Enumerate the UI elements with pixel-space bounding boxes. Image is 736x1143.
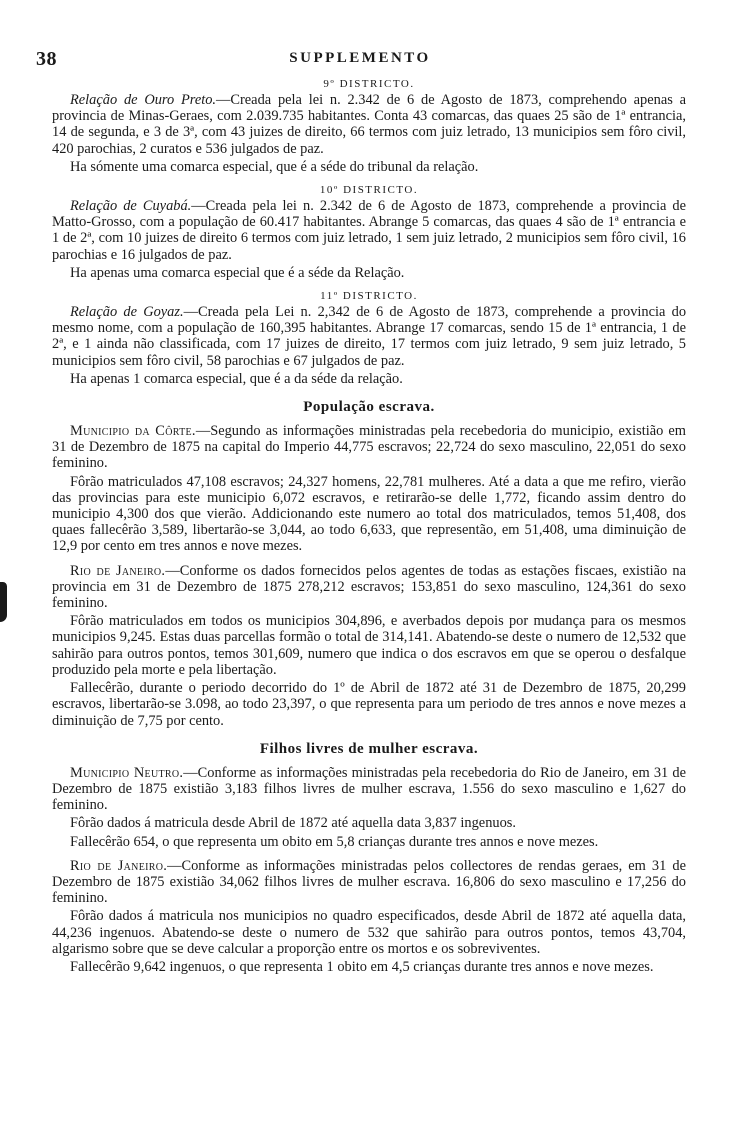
district-11-lead: Relação de Goyaz. bbox=[70, 304, 184, 321]
slaves-paragraph-2: Fôrão matriculados 47,108 escravos; 24,327 homens, 22,781 mulheres. Até a data a que me refiro, vierão das provincias para este municipio 6,072 escravos, e retirarão-se delle 1,772, ficando assim dentro do municipio 4,300 dos que vierão. Addicionando este numero ao total dos matriculados, temos 51,408, dos quaes fallecêrão 3,589, libertarão-se 3,044, ao todo 6,633, que representão, em 51,408, uma diminuição de 12,9 por cento em tres annos e nove mezes. bbox=[52, 473, 686, 555]
ink-smudge bbox=[0, 582, 7, 622]
children-paragraph-1-text: —Conforme as informações ministradas pela recebedoria do Rio de Janeiro, em 31 de Dezembro de 1875 existião 3,183 filhos livres de mulher escrava, 1.556 do sexo masculino e 1,627 do feminino. bbox=[52, 764, 687, 814]
district-9-note: Ha sómente uma comarca especial, que é a séde do tribunal da relação. bbox=[70, 158, 479, 175]
district-10-lead: Relação de Cuyabá. bbox=[70, 198, 192, 215]
district-heading-10: 10º DISTRICTO. bbox=[319, 184, 419, 197]
district-9-body: —Creada pela lei n. 2.342 de 6 de Agosto de 1873, comprehendo apenas a provincia de Minas-Geraes, com 2.039.735 habitantes. Conta 43 comarcas, das quaes 25 são de 1ª entrancia, 14 de segunda, e 3 de 3ª, com 43 juizes de direito, 66 termos com juiz letrado, 13 municipios sem fôro civil, 420 parochias, 2 curatos e 536 julgados de paz. bbox=[52, 92, 686, 157]
children-paragraph-3: Fallecêrão 654, o que representa um obito em 5,8 crianças durante tres annos e nove mezes. bbox=[70, 833, 599, 850]
slaves-paragraph-1-text: —Segundo as informações ministradas pela recebedoria do municipio, existião em 31 de Dezembro de 1875 na capital do Imperio 44,775 escravos; 22,724 do sexo masculino, 22,051 do sexo feminino. bbox=[52, 423, 686, 472]
district-10-body: —Creada pela lei n. 2.342 de 6 de Agosto de 1873, comprehende a provincia de Matto-Grosso, com a população de 60.417 habitantes. Abrange 5 comarcas, das quaes 4 são de 1ª entrancia e 1 de 2ª, com 10 juizes de direito 6 termos com juiz letrado, 1 sem juiz letrado, 2 municipios sem fôro civil, 16 parochias e 16 julgados de paz. bbox=[52, 198, 686, 263]
district-11-paragraph bbox=[52, 304, 686, 369]
slaves-paragraph-4: Fôrão matriculados em todos os municipios 304,896, e averbados depois por mudança para os mesmos municipios 9,245. Estas duas parcellas formão o total de 314,141. Abatendo-se deste o numero de 12,532 que sahirão para outros pontos, temos 301,609, numero que indica o dos escravos em que se operou o desfalque produzido pela morte e pela libertação. bbox=[52, 613, 686, 678]
page-content bbox=[52, 74, 686, 977]
children-paragraph-1-lead: Municipio Neutro. bbox=[70, 764, 184, 781]
slaves-paragraph-3-lead: Rio de Janeiro. bbox=[70, 562, 166, 579]
district-10-note: Ha apenas uma comarca especial que é a séde da Relação. bbox=[70, 264, 405, 281]
district-11-body: —Creada pela Lei n. 2,342 de 6 de Agosto de 1873, comprehende a provincia do mesmo nome, com a população de 160,395 habitantes. Abrange 17 comarcas, sendo 15 de 1ª entrancia, 1 de 2ª, e 1 ainda não classificada, com 17 juizes de direito, 17 termos com juiz letrado, 9 sem juiz letrado, 5 municipios sem fôro civil, 58 parochias e 67 julgados de paz. bbox=[52, 304, 687, 369]
page-header bbox=[36, 48, 684, 70]
children-paragraph-4 bbox=[52, 858, 686, 907]
children-paragraph-6: Fallecêrão 9,642 ingenuos, o que representa 1 obito em 4,5 crianças durante tres annos e nove mezes. bbox=[70, 958, 654, 975]
slaves-paragraph-1-lead: Municipio da Côrte. bbox=[70, 423, 196, 440]
children-paragraph-4-text: —Conforme as informações ministradas pelos collectores de rendas geraes, em 31 de Dezembro de 1875 existião 34,062 filhos livres de mulher escrava. 16,806 do sexo masculino e 17,256 do feminino. bbox=[52, 857, 686, 907]
district-heading-9: 9º DISTRICTO. bbox=[323, 78, 415, 90]
section-title-free-children: Filhos livres de mulher escrava. bbox=[259, 740, 479, 757]
slaves-paragraph-5: Fallecêrão, durante o periodo decorrido do 1º de Abril de 1872 até 31 de Dezembro de 1875, 20,299 escravos, libertarão-se 3.098, ao todo 23,397, o que representa para um periodo de tres annos e nove mezes a diminuição de 7,75 por cento. bbox=[52, 680, 686, 729]
district-9-paragraph bbox=[52, 92, 686, 157]
slaves-paragraph-3 bbox=[52, 563, 686, 612]
children-paragraph-5: Fôrão dados á matricula nos municipios no quadro especificados, desde Abril de 1872 até aquella data, 44,236 ingenuos. Abatendo-se deste o numero de 532 que sahirão para outros pontos, temos 43,704, algarismo sobre que se deve calcular a proporção entre os mortos e os sobreviventes. bbox=[52, 908, 686, 957]
section-title-slave-population: População escrava. bbox=[303, 399, 435, 416]
district-11-note: Ha apenas 1 comarca especial, que é a da séde da relação. bbox=[70, 370, 403, 387]
page-number: 38 bbox=[36, 48, 57, 70]
children-paragraph-4-lead: Rio de Janeiro. bbox=[70, 857, 168, 874]
district-heading-11: 11º DISTRICTO. bbox=[320, 290, 418, 303]
district-9-lead: Relação de Ouro Preto. bbox=[70, 92, 217, 108]
slaves-paragraph-3-text: —Conforme os dados fornecidos pelos agentes de todas as estações fiscaes, existião na provincia em 31 de Dezembro de 1875 278,212 escravos; 153,851 do sexo masculino, 124,361 do sexo feminino. bbox=[52, 562, 686, 612]
running-title: SUPPLEMENTO bbox=[289, 50, 431, 66]
children-paragraph-2: Fôrão dados á matricula desde Abril de 1872 até aquella data 3,837 ingenuos. bbox=[70, 815, 516, 832]
district-10-paragraph bbox=[52, 198, 686, 263]
slaves-paragraph-1 bbox=[52, 423, 686, 472]
children-paragraph-1 bbox=[52, 765, 686, 814]
